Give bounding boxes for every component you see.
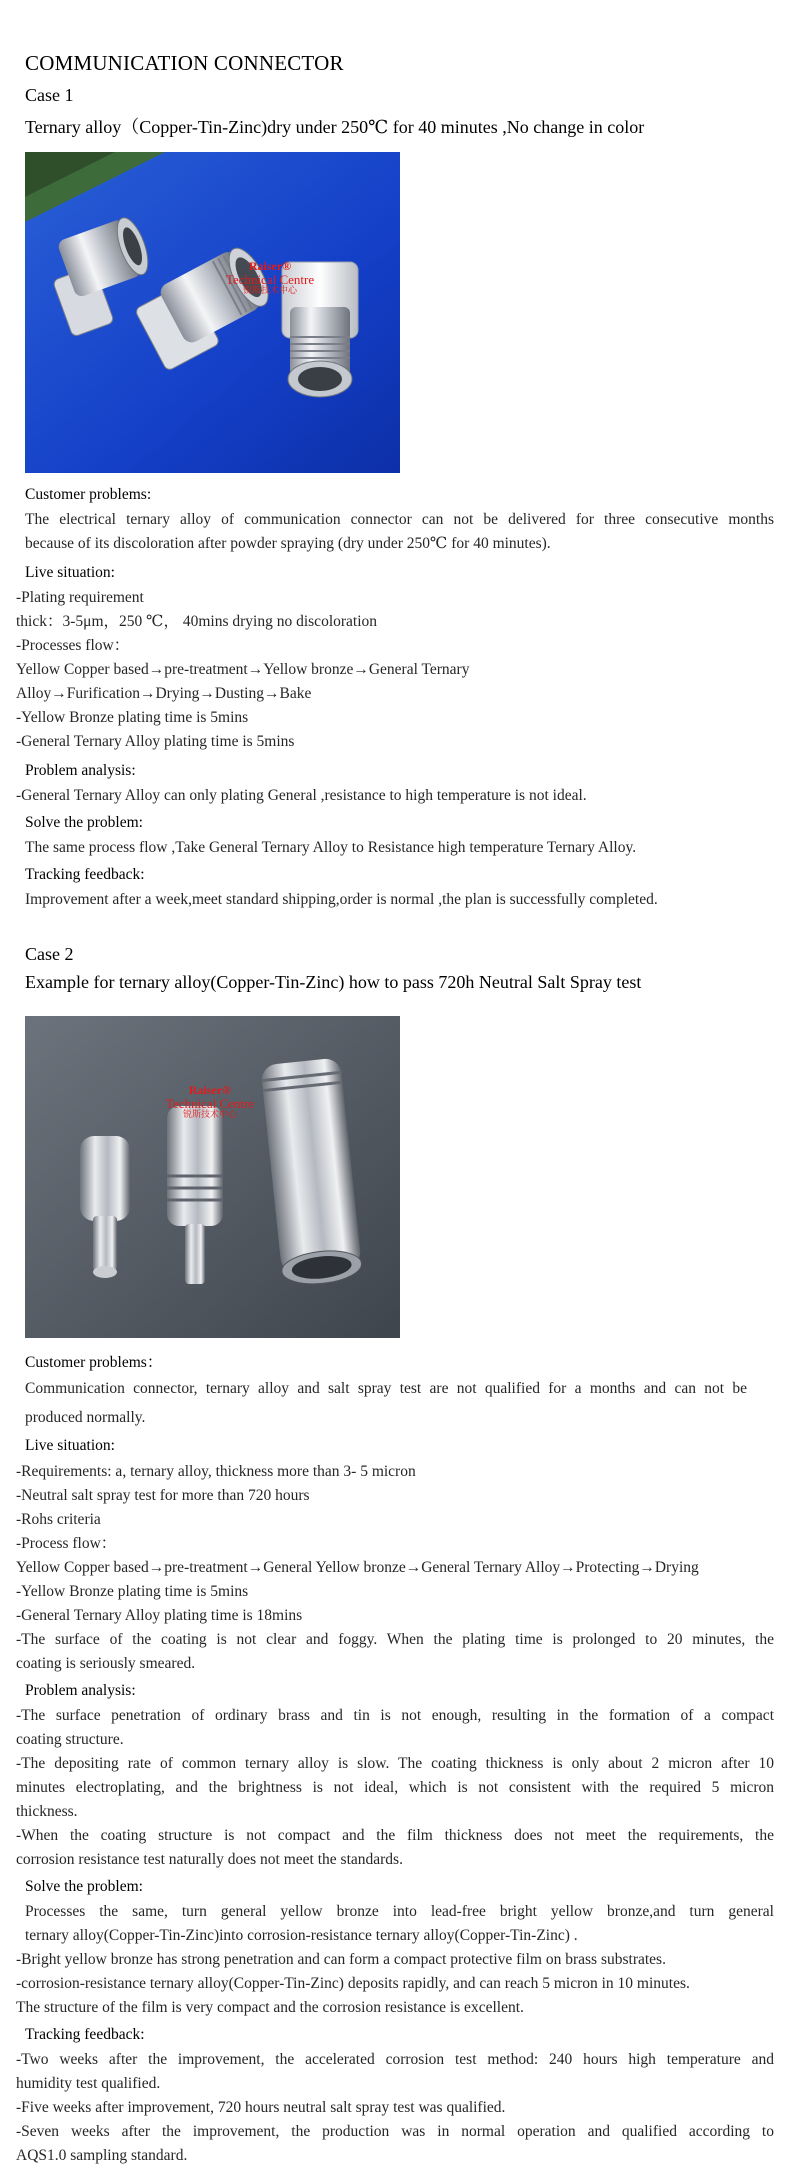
case1-live-label: Live situation: bbox=[25, 564, 115, 581]
case2-customer-text-line: Communication connector, ternary alloy and salt spray test are not qualified for a months and can not be bbox=[25, 1380, 747, 1397]
case1-label: Case 1 bbox=[25, 85, 74, 105]
case2-live-label: Live situation: bbox=[25, 1437, 115, 1454]
case2-analysis-line: corrosion resistance test naturally does not meet the standards. bbox=[16, 1851, 403, 1868]
case2-live-line: -Rohs criteria bbox=[16, 1511, 101, 1528]
watermark-centre: Technical Centre bbox=[225, 271, 315, 287]
case1-live-line: -Yellow Bronze plating time is 5mins bbox=[16, 709, 249, 726]
watermark-cn: 锐斯技术中心 bbox=[242, 285, 297, 296]
case1-watermark bbox=[205, 260, 335, 296]
case2-solve-line: Processes the same, turn general yellow bronze into lead-free bright yellow bronze,and turn general bbox=[25, 1903, 774, 1920]
case2-live-line: -The surface of the coating is not clear and foggy. When the plating time is prolonged to 20 minutes, the bbox=[16, 1631, 774, 1648]
case2-tracking-line: humidity test qualified. bbox=[16, 2075, 161, 2092]
case1-customer-label: Customer problems: bbox=[25, 486, 152, 503]
case2-analysis-line: coating structure. bbox=[16, 1731, 124, 1748]
case2-analysis-line: thickness. bbox=[16, 1803, 78, 1820]
case2-tracking-line: -Seven weeks after the improvement, the production was in normal operation and qualified according to bbox=[16, 2123, 774, 2140]
case2-tracking-line: -Five weeks after improvement, 720 hours neutral salt spray test was qualified. bbox=[16, 2099, 506, 2116]
case2-solve-line: ternary alloy(Copper-Tin-Zinc)into corrosion-resistance ternary alloy(Copper-Tin-Zinc) . bbox=[25, 1927, 578, 1944]
case2-subtitle: Example for ternary alloy(Copper-Tin-Zinc) how to pass 720h Neutral Salt Spray test bbox=[25, 972, 642, 992]
watermark-brand: Raiser® bbox=[248, 259, 292, 273]
watermark-centre: Technical Centre bbox=[165, 1095, 255, 1111]
case1-analysis-text: -General Ternary Alloy can only plating General ,resistance to high temperature is not ideal. bbox=[16, 787, 587, 804]
case2-analysis-line: -The depositing rate of common ternary alloy is slow. The coating thickness is only about 2 micron after 10 bbox=[16, 1755, 774, 1772]
case2-solve-line: -corrosion-resistance ternary alloy(Copper-Tin-Zinc) deposits rapidly, and can reach 5 micron in 10 minutes. bbox=[16, 1975, 690, 1992]
case2-customer-label: Customer problems： bbox=[25, 1354, 163, 1371]
case2-live-line: -Process flow： bbox=[16, 1535, 117, 1552]
case1-analysis-label: Problem analysis: bbox=[25, 762, 136, 779]
case2-live-line: Yellow Copper based→pre-treatment→General Yellow bronze→General Ternary Alloy→Protecting→Drying bbox=[16, 1559, 699, 1576]
case2-solve-line: The structure of the film is very compact and the corrosion resistance is excellent. bbox=[16, 1999, 524, 2016]
case1-tracking-text: Improvement after a week,meet standard shipping,order is normal ,the plan is successfully completed. bbox=[25, 891, 658, 908]
case1-subtitle: Ternary alloy（Copper-Tin-Zinc)dry under 250℃ for 40 minutes ,No change in color bbox=[25, 117, 645, 137]
case2-customer-text-line: produced normally. bbox=[25, 1409, 146, 1426]
case1-connector-photo bbox=[25, 152, 400, 473]
case1-customer-text-line: because of its discoloration after powder spraying (dry under 250℃ for 40 minutes). bbox=[25, 535, 551, 552]
case2-label: Case 2 bbox=[25, 944, 74, 964]
case2-solve-line: -Bright yellow bronze has strong penetration and can form a compact protective film on brass substrates. bbox=[16, 1951, 666, 1968]
case1-live-line: -Processes flow： bbox=[16, 637, 130, 654]
watermark-cn: 锐斯技术中心 bbox=[182, 1109, 237, 1120]
case2-analysis-line: -When the coating structure is not compact and the film thickness does not meet the requirements, the bbox=[16, 1827, 774, 1844]
case2-live-line: coating is seriously smeared. bbox=[16, 1655, 196, 1672]
case2-analysis-label: Problem analysis: bbox=[25, 1682, 136, 1699]
case1-live-line: thick：3-5μm，250 ℃， 40mins drying no discoloration bbox=[16, 613, 378, 630]
case1-solve-text: The same process flow ,Take General Ternary Alloy to Resistance high temperature Ternary Alloy. bbox=[25, 839, 637, 856]
page-title: COMMUNICATION CONNECTOR bbox=[25, 51, 344, 75]
case2-solve-label: Solve the problem: bbox=[25, 1878, 143, 1895]
case2-analysis-line: -The surface penetration of ordinary brass and tin is not enough, resulting in the formation of a compact bbox=[16, 1707, 774, 1724]
case2-live-line: -Requirements: a, ternary alloy, thickness more than 3- 5 micron bbox=[16, 1463, 416, 1480]
case2-tracking-line: AQS1.0 sampling standard. bbox=[16, 2147, 188, 2164]
case2-tracking-label: Tracking feedback: bbox=[25, 2026, 145, 2043]
case2-watermark bbox=[145, 1084, 275, 1120]
case2-live-line: -Yellow Bronze plating time is 5mins bbox=[16, 1583, 249, 1600]
case1-live-line: -General Ternary Alloy plating time is 5mins bbox=[16, 733, 295, 750]
case1-live-line: Alloy→Furification→Drying→Dusting→Bake bbox=[16, 685, 312, 702]
case1-live-line: Yellow Copper based→pre-treatment→Yellow bronze→General Ternary bbox=[16, 661, 470, 678]
case2-tracking-line: -Two weeks after the improvement, the accelerated corrosion test method: 240 hours high temperature and bbox=[16, 2051, 774, 2068]
case1-customer-text-line: The electrical ternary alloy of communication connector can not be delivered for three consecutive months bbox=[25, 511, 774, 528]
case2-analysis-line: minutes electroplating, and the brightness is not ideal, which is not consistent with the required 5 micron bbox=[16, 1779, 774, 1796]
case1-solve-label: Solve the problem: bbox=[25, 814, 143, 831]
case1-live-line: -Plating requirement bbox=[16, 589, 144, 606]
watermark-brand: Raiser® bbox=[188, 1083, 232, 1097]
case2-live-line: -General Ternary Alloy plating time is 18mins bbox=[16, 1607, 303, 1624]
case2-connector-photo bbox=[25, 1016, 400, 1338]
case1-tracking-label: Tracking feedback: bbox=[25, 866, 145, 883]
case2-live-line: -Neutral salt spray test for more than 720 hours bbox=[16, 1487, 310, 1504]
